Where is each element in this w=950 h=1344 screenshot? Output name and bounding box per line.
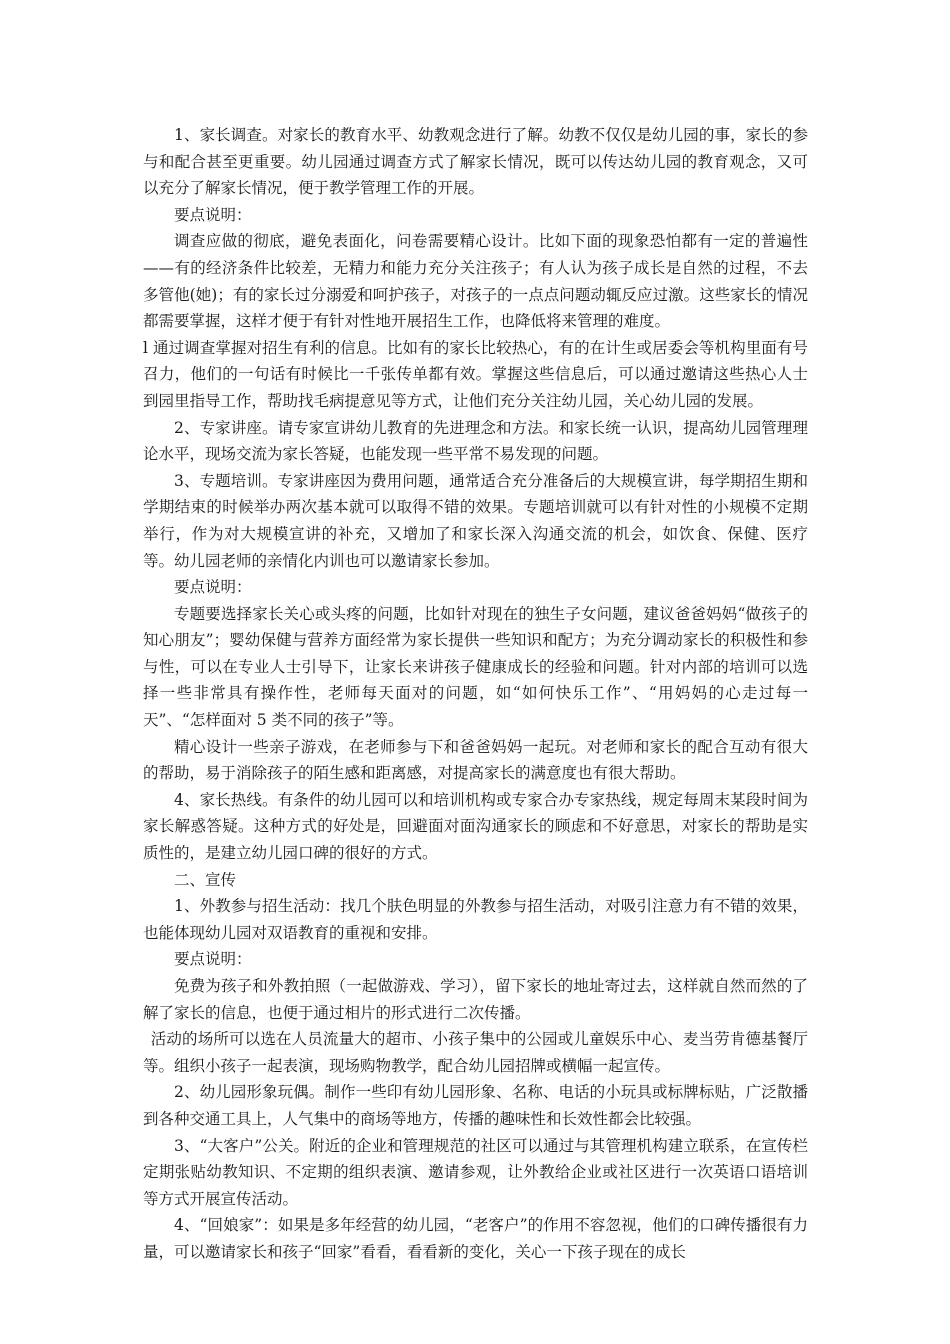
paragraph-survey-details: 调查应做的彻底，避免表面化，问卷需要精心设计。比如下面的现象恐怕都有一定的普遍性——有的经济条件比较差，无精力和能力充分关注孩子；有人认为孩子成长是自然的过程，不去多管他(她)；有的家长过分溺爱和呵护孩子，对孩子的一点点问题动辄反应过激。这些家长的情况都需要掌握，这样才便于有针对性地开展招生工作，也降低将来管理的难度。 bbox=[143, 232, 808, 331]
paragraph-key-points-label: 要点说明： bbox=[174, 950, 252, 969]
paragraph-key-points-label: 要点说明： bbox=[174, 205, 252, 224]
paragraph-event-venues: 活动的场所可以选在人员流量大的超市、小孩子集中的公园或儿童娱乐中心、麦当劳肯德基餐厅等。组织小孩子一起表演，现场购物教学，配合幼儿园招牌或横幅一起宣传。 bbox=[143, 1030, 808, 1075]
paragraph-parent-hotline: 4、家长热线。有条件的幼儿园可以和培训机构或专家合办专家热线，规定每周末某段时间为家长解惑答疑。这种方式的好处是，回避面对面沟通家长的顾虑和不好意思，对家长的帮助是实质性的，是建立幼儿园口碑的很好的方式。 bbox=[143, 790, 808, 863]
paragraph-expert-lecture: 2、专家讲座。请专家宣讲幼儿教育的先进理念和方法。和家长统一认识，提高幼儿园管理理论水平，现场交流为家长答疑，也能发现一些平常不易发现的问题。 bbox=[143, 418, 808, 464]
section-heading-promotion: 二、宣传 bbox=[174, 870, 237, 889]
paragraph-survey-info: l 通过调查掌握对招生有利的信息。比如有的家长比较热心，有的在计生或居委会等机构里面有号召力，他们的一句话有时候比一千张传单都有效。掌握这些信息后，可以通过邀请这些热心人士到园里指导工作，帮助找毛病提意见等方式，让他们充分关注幼儿园，关心幼儿园的发展。 bbox=[143, 338, 808, 410]
paragraph-free-photos: 免费为孩子和外教拍照（一起做游戏、学习），留下家长的地址寄过去，这样就自然而然的了解了家长的信息，也便于通过相片的形式进行二次传播。 bbox=[143, 977, 808, 1022]
paragraph-training-topics: 专题要选择家长关心或头疼的问题，比如针对现在的独生子女问题，建议爸爸妈妈“做孩子的知心朋友”；婴幼保健与营养方面经常为家长提供一些知识和配方；为充分调动家长的积极性和参与性，可以在专业人士引导下，让家长来讲孩子健康成长的经验和问题。针对内部的培训可以选择一些非常具有操作性，老师每天面对的问题，如“如何快乐工作”、“用妈妈的心走过每一天”、“怎样面对 5 类不同的孩子”等。 bbox=[143, 604, 808, 730]
paragraph-key-accounts: 3、“大客户”公关。附近的企业和管理规范的社区可以通过与其管理机构建立联系，在宣传栏定期张贴幼教知识、不定期的组织表演、邀请参观，让外教给企业或社区进行一次英语口语培训等方式开展宣传活动。 bbox=[143, 1136, 808, 1208]
paragraph-topic-training: 3、专题培训。专家讲座因为费用问题，通常适合充分准备后的大规模宣讲，每学期招生期和学期结束的时候举办两次基本就可以取得不错的效果。专题培训就可以有针对性的小规模不定期举行，作为对大规模宣讲的补充，又增加了和家长深入沟通交流的机会，如饮食、保健、医疗等。幼儿园老师的亲情化内训也可以邀请家长参加。 bbox=[143, 471, 808, 570]
paragraph-key-points-label: 要点说明： bbox=[174, 578, 252, 597]
paragraph-foreign-teachers: 1、外教参与招生活动：找几个肤色明显的外教参与招生活动，对吸引注意力有不错的效果，也能体现幼儿园对双语教育的重视和安排。 bbox=[143, 897, 808, 942]
document-body bbox=[143, 122, 808, 1266]
paragraph-parent-child-games: 精心设计一些亲子游戏，在老师参与下和爸爸妈妈一起玩。对老师和家长的配合互动有很大的帮助，易于消除孩子的陌生感和距离感，对提高家长的满意度也有很大帮助。 bbox=[143, 737, 808, 783]
paragraph-parent-survey: 1、家长调查。对家长的教育水平、幼教观念进行了解。幼教不仅仅是幼儿园的事，家长的参与和配合甚至更重要。幼儿园通过调查方式了解家长情况，既可以传达幼儿园的教育观念，又可以充分了解家长情况，便于教学管理工作的开展。 bbox=[143, 126, 808, 198]
paragraph-homecoming: 4、“回娘家”：如果是多年经营的幼儿园，“老客户”的作用不容忽视，他们的口碑传播很有力量，可以邀请家长和孩子“回家”看看，看看新的变化，关心一下孩子现在的成长 bbox=[143, 1216, 808, 1261]
paragraph-mascot-dolls: 2、幼儿园形象玩偶。制作一些印有幼儿园形象、名称、电话的小玩具或标牌标贴，广泛散播到各种交通工具上，人气集中的商场等地方，传播的趣味性和长效性都会比较强。 bbox=[143, 1083, 808, 1128]
